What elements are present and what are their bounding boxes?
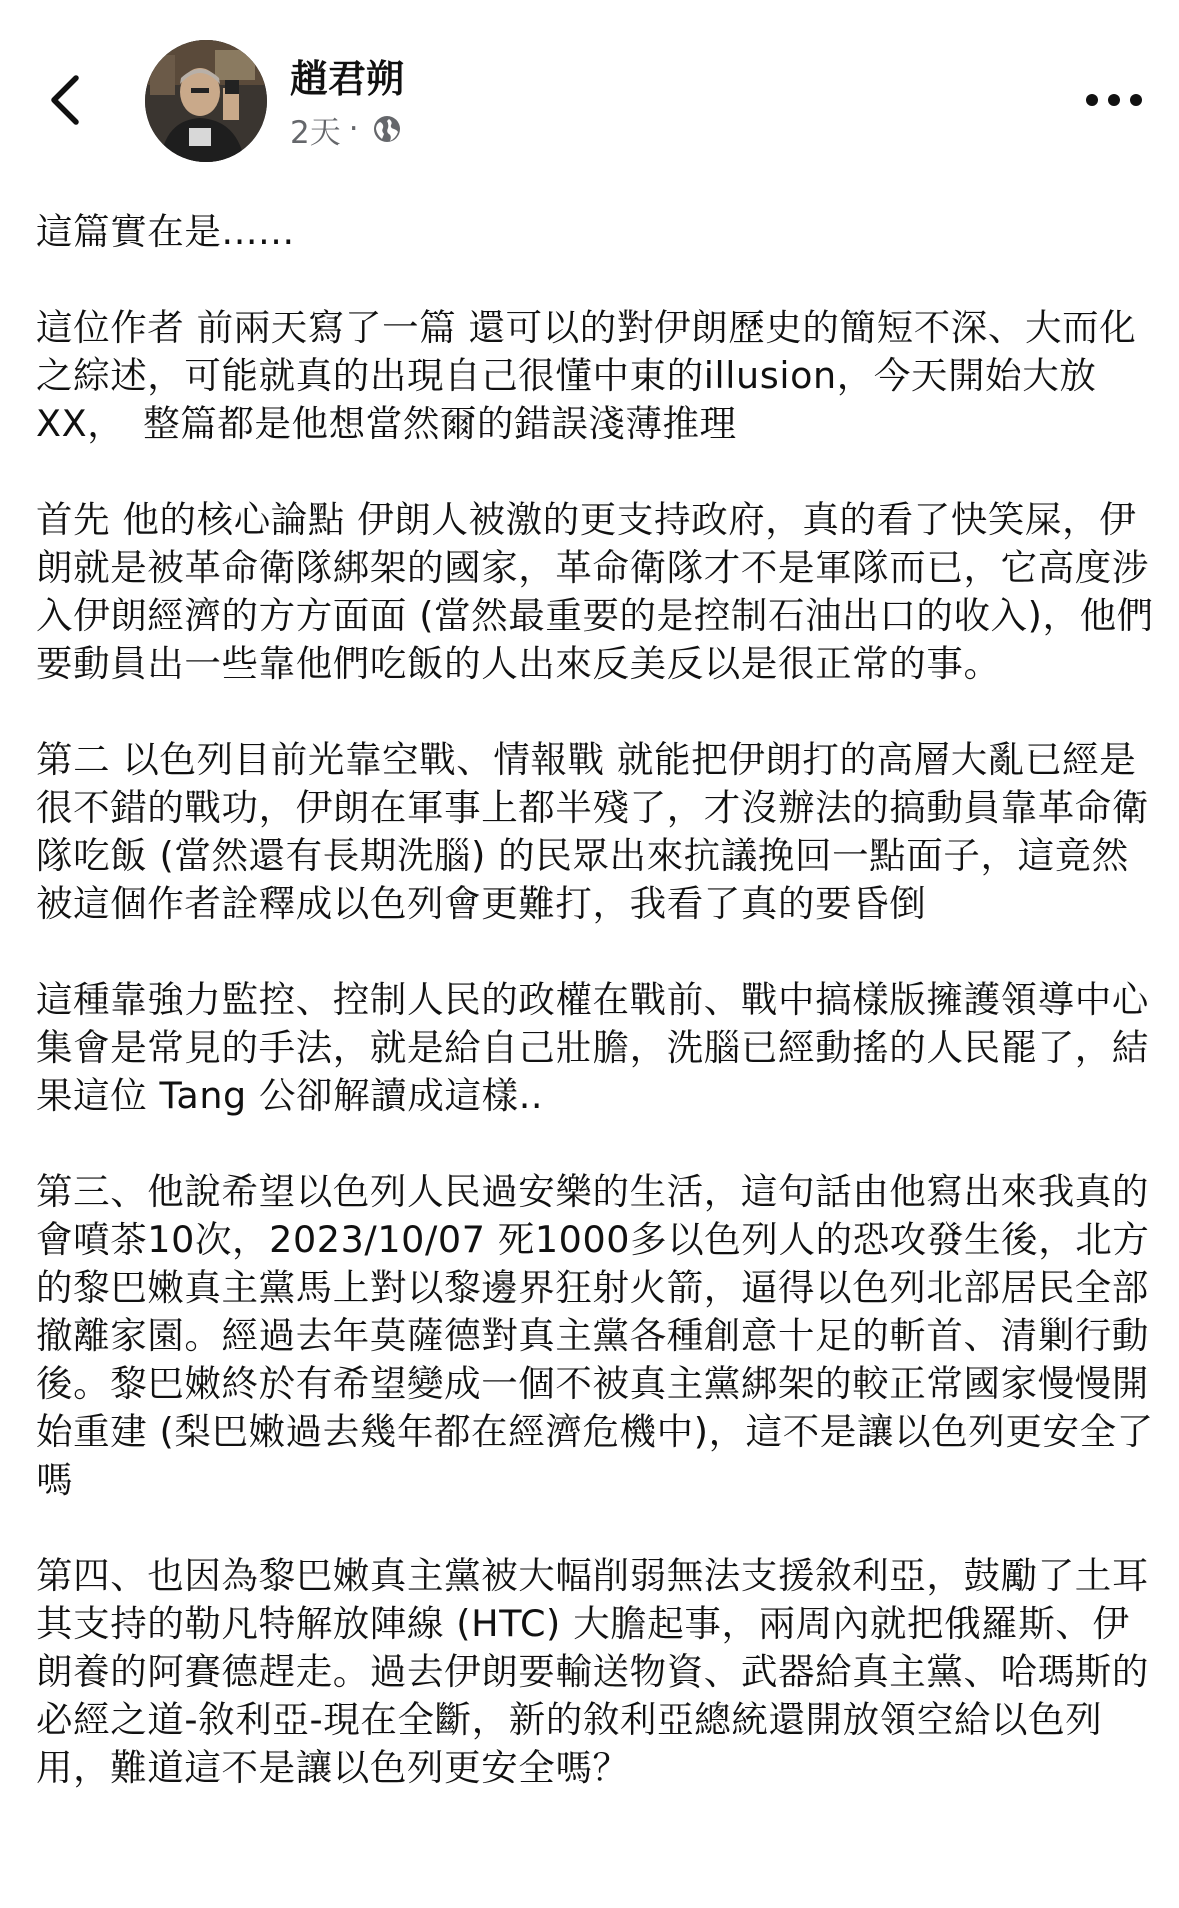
post-meta	[290, 108, 403, 150]
meta-separator: ·	[348, 111, 359, 147]
post-body	[36, 208, 1156, 1840]
post-paragraph: 這種靠強力監控、控制人民的政權在戰前、戰中搞樣版擁護領導中心集會是常見的手法，就是給自己壯膽，洗腦已經動搖的人民罷了，結果這位 Tang 公卻解讀成這樣..	[36, 978, 1149, 1117]
post-paragraph: 這篇實在是......	[36, 210, 295, 253]
post-header	[0, 0, 1179, 180]
post-paragraph: 首先 他的核心論點 伊朗人被激的更支持政府，真的看了快笑屎，伊朗就是被革命衛隊綁架的國家，革命衛隊才不是軍隊而已，它高度涉入伊朗經濟的方方面面 (當然最重要的是控制石油出口的收入)，他們要動員出一些靠他們吃飯的人出來反美反以是很正常的事。	[36, 498, 1154, 685]
post-paragraph: 第二 以色列目前光靠空戰、情報戰 就能把伊朗打的高層大亂已經是很不錯的戰功，伊朗在軍事上都半殘了，才沒辦法的搞動員靠革命衛隊吃飯 (當然還有長期洗腦) 的民眾出來抗議挽回一點面子，這竟然被這個作者詮釋成以色列會更難打，我看了真的要昏倒	[36, 738, 1149, 925]
author-name[interactable]: 趙君朔	[290, 57, 405, 101]
post-timestamp[interactable]: 2天	[290, 114, 341, 151]
post-paragraph: 這位作者 前兩天寫了一篇 還可以的對伊朗歷史的簡短不深、大而化之綜述，可能就真的出現自己很懂中東的illusion，今天開始大放XX， 整篇都是他想當然爾的錯誤淺薄推理	[36, 306, 1137, 445]
post-paragraph: 第三、他說希望以色列人民過安樂的生活，這句話由他寫出來我真的會噴茶10次，2023/10/07 死1000多以色列人的恐攻發生後，北方的黎巴嫩真主黨馬上對以黎邊界狂射火箭，逼得以色列北部居民全部撤離家園。經過去年莫薩德對真主黨各種創意十足的斬首、清剿行動後。黎巴嫩終於有希望變成一個不被真主黨綁架的較正常國家慢慢開始重建 (梨巴嫩過去幾年都在經濟危機中)，這不是讓以色列更安全了嗎	[36, 1170, 1154, 1501]
globe-icon	[371, 113, 403, 145]
more-options-icon[interactable]	[1082, 76, 1146, 124]
chevron-left-icon[interactable]	[40, 60, 100, 140]
avatar[interactable]	[145, 40, 267, 162]
post-paragraph: 第四、也因為黎巴嫩真主黨被大幅削弱無法支援敘利亞，鼓勵了土耳其支持的勒凡特解放陣線 (HTC) 大膽起事，兩周內就把俄羅斯、伊朗養的阿賽德趕走。過去伊朗要輸送物資、武器給真主黨、哈瑪斯的必經之道-敘利亞-現在全斷，新的敘利亞總統還開放領空給以色列用，難道這不是讓以色列更安全嗎？	[36, 1554, 1149, 1789]
